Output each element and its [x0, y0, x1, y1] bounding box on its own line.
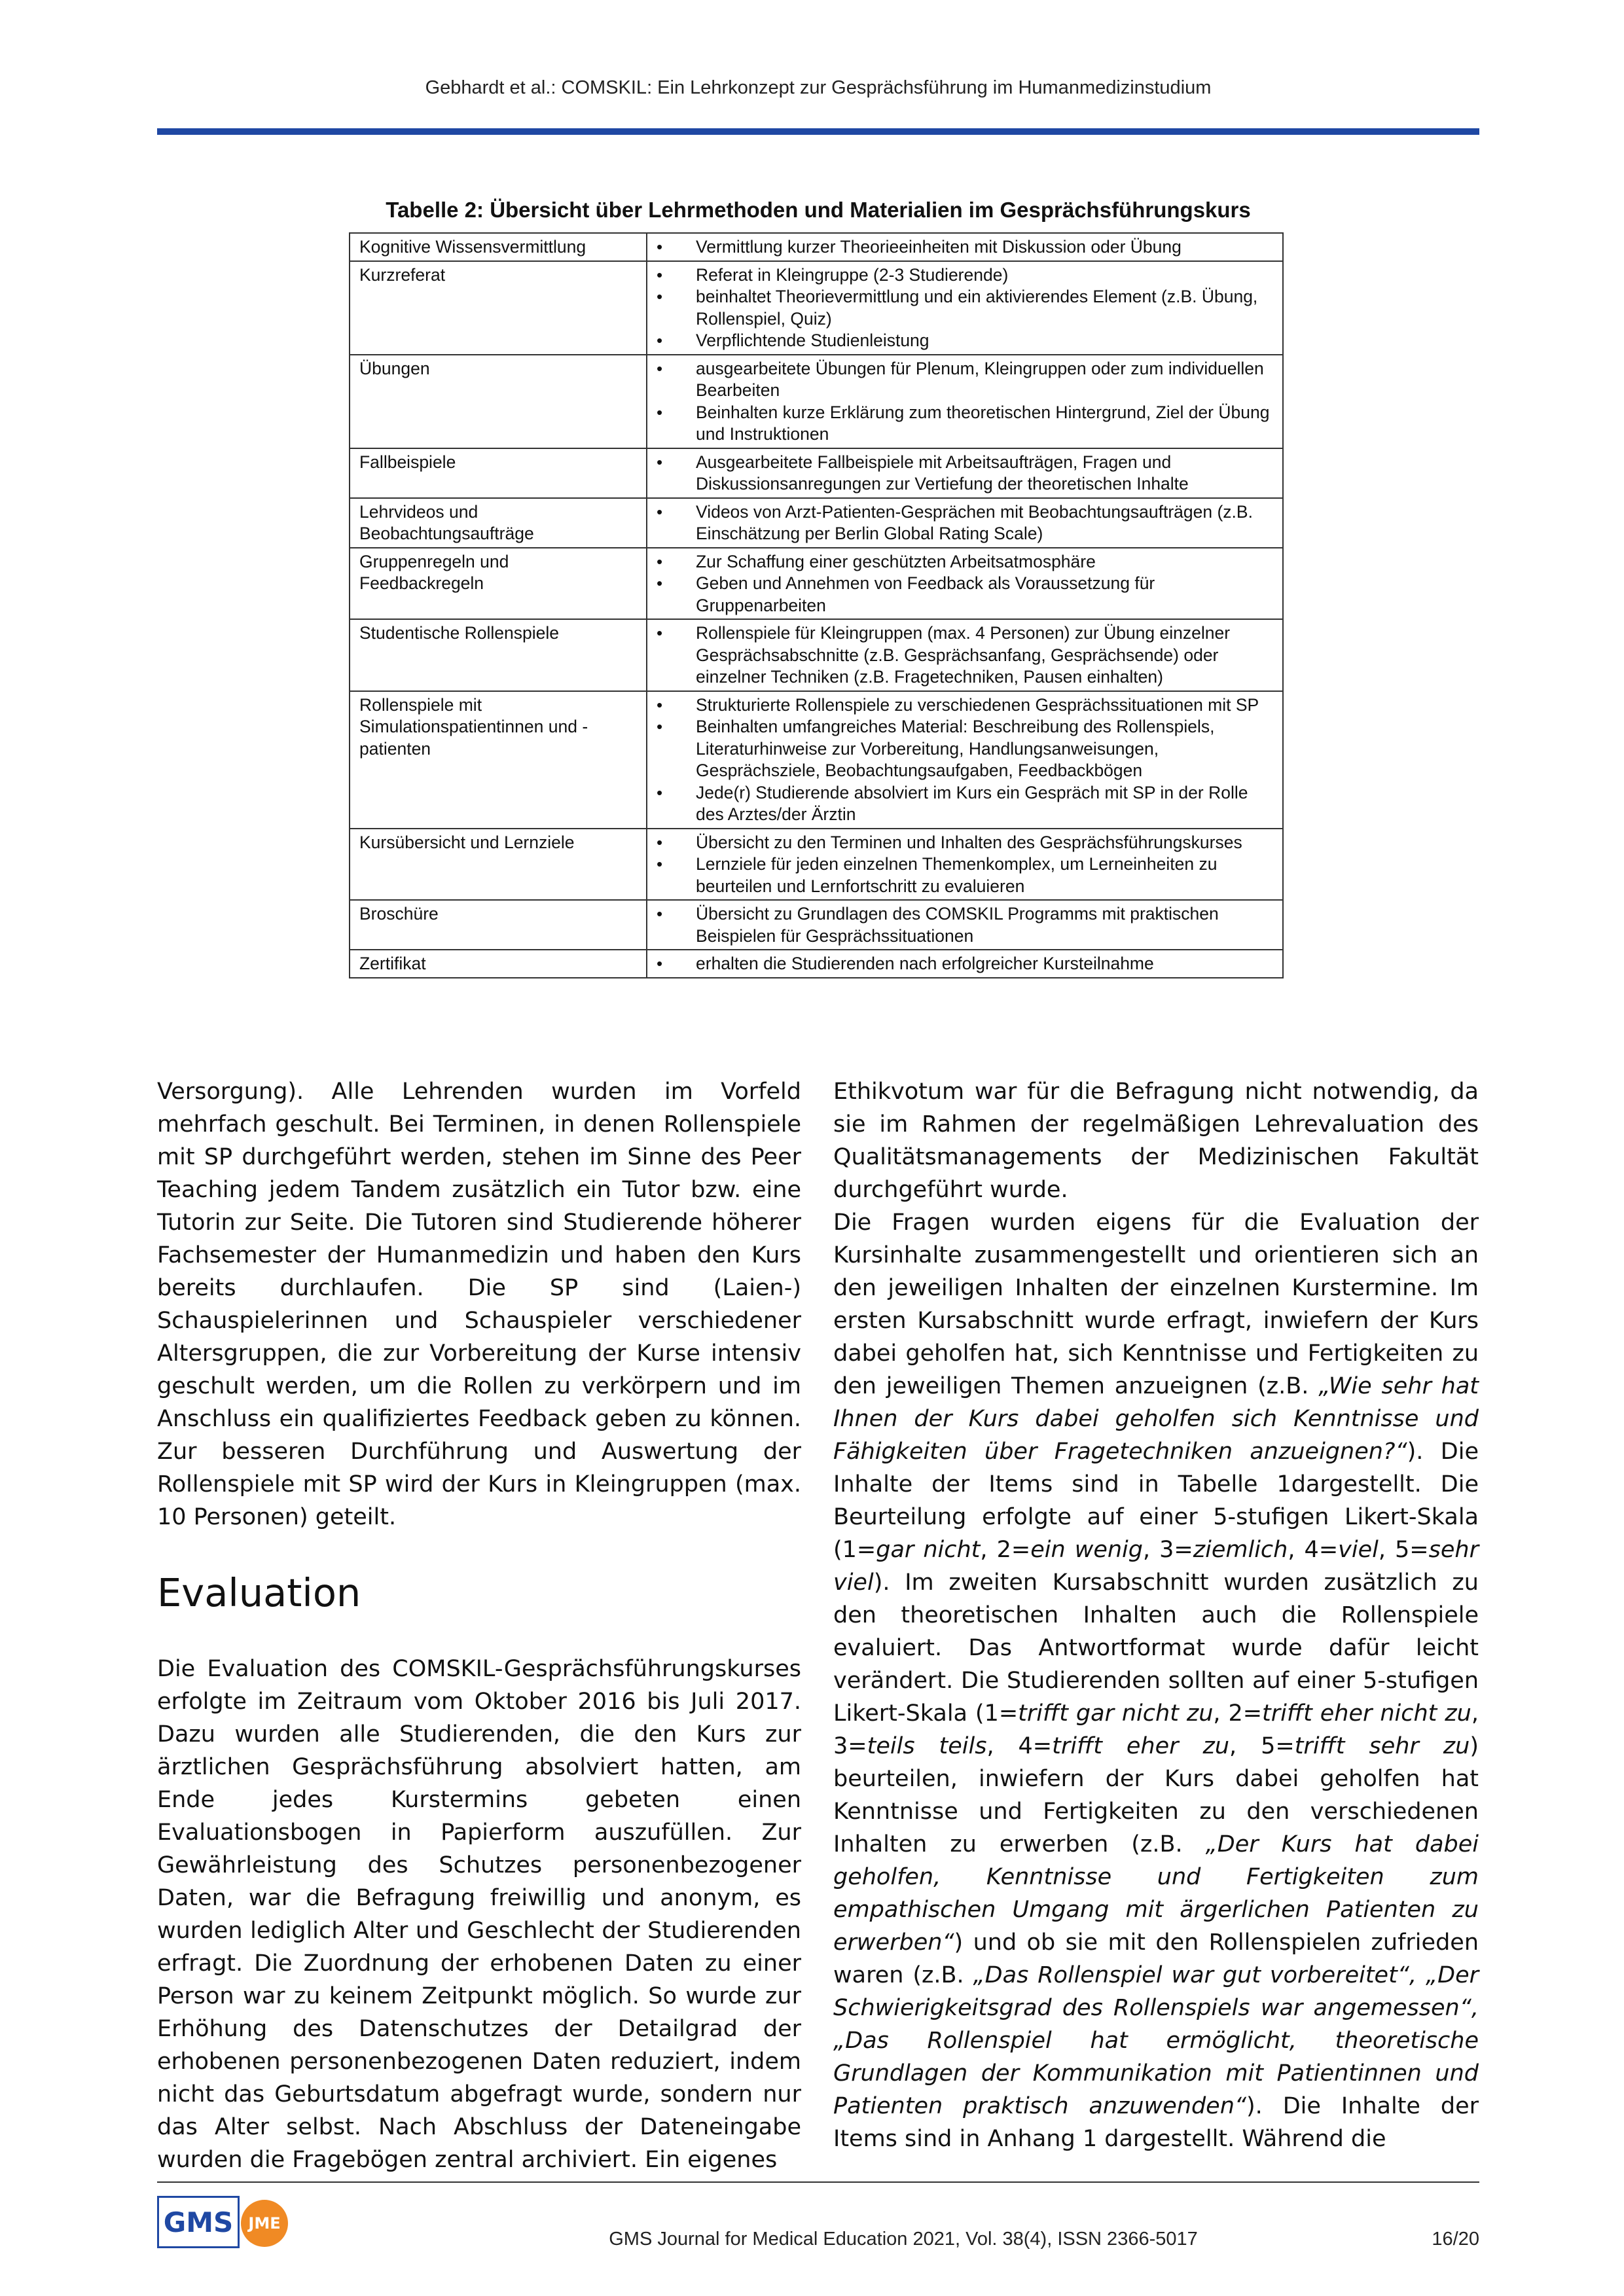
- table-cell-category: Lehrvideos und Beobachtungsaufträge: [350, 498, 647, 548]
- table-cell-description: [647, 448, 1283, 498]
- scale-label: ziemlich: [1193, 1537, 1288, 1563]
- text-run: ) beurteilen, inwiefern der Kurs dabei geholfen hat Kenntnisse und Fertigkeiten zu den verschiedenen Inhalten zu erwerben (z.B.: [833, 1733, 1479, 1857]
- scale-label: sehr viel: [833, 1537, 1479, 1596]
- left-column: [157, 1075, 801, 2176]
- bullet-list: [657, 264, 1273, 352]
- scale-label: gar nicht: [876, 1537, 981, 1563]
- table-row: [350, 233, 1283, 261]
- running-header: Gebhardt et al.: COMSKIL: Ein Lehrkonzept zur Gesprächsführung im Humanmedizinstudium: [425, 77, 1212, 98]
- list-item: • Beinhalten kurze Erklärung zum theoretischen Hintergrund, Ziel der Übung und Instruktionen: [657, 402, 1273, 446]
- text-run: , 4=: [986, 1733, 1053, 1759]
- text-run: , 5=: [1378, 1537, 1429, 1563]
- text-run: , 3=: [833, 1700, 1479, 1759]
- table-cell-description: [647, 261, 1283, 355]
- list-item: • Vermittlung kurzer Theorieeinheiten mit Diskussion oder Übung: [657, 236, 1273, 259]
- scale-label: trifft gar nicht zu: [1018, 1700, 1214, 1727]
- list-item: • Beinhalten umfangreiches Material: Beschreibung des Rollenspiels, Literaturhinweise zur Vorbereitung, Handlungsanweisungen, Gesprächsziele, Beobachtungsaufgaben, Feedbackbögen: [657, 716, 1273, 782]
- table-cell-description: [647, 619, 1283, 691]
- quote-item-example: „Wie sehr hat Ihnen der Kurs dabei geholfen sich Kenntnisse und Fähigkeiten über Fragetechniken anzueignen?“: [833, 1373, 1479, 1465]
- table-cell-category: Kursübersicht und Lernziele: [350, 829, 647, 901]
- right-column: [833, 1075, 1479, 2155]
- footer-journal-citation: GMS Journal for Medical Education 2021, Vol. 38(4), ISSN 2366-5017: [609, 2229, 1198, 2250]
- table-cell-category: Gruppenregeln und Feedbackregeln: [350, 548, 647, 620]
- table-cell-description: [647, 691, 1283, 829]
- header-rule: [157, 128, 1479, 135]
- table-cell-description: [647, 498, 1283, 548]
- list-item: • Zur Schaffung einer geschützten Arbeitsatmosphäre: [657, 551, 1273, 573]
- bullet-list: [657, 832, 1273, 898]
- list-item: • Videos von Arzt-Patienten-Gesprächen mit Beobachtungsaufträgen (z.B. Einschätzung per Berlin Global Rating Scale): [657, 501, 1273, 545]
- list-item: • erhalten die Studierenden nach erfolgreicher Kursteilnahme: [657, 953, 1273, 975]
- bullet-list: [657, 694, 1273, 826]
- table-row: [350, 261, 1283, 355]
- table-cell-category: Broschüre: [350, 900, 647, 950]
- table-row: [350, 829, 1283, 901]
- bullet-list: [657, 236, 1273, 259]
- page-number: 16/20: [1432, 2229, 1479, 2250]
- gms-jme-logo: [157, 2196, 288, 2251]
- right-paragraph-1: Ethikvotum war für die Befragung nicht notwendig, da sie im Rahmen der regelmäßigen Lehrevaluation des Qualitätsmanagements der Medizinischen Fakultät durchgeführt wurde.: [833, 1079, 1479, 1203]
- right-paragraph-2: [833, 1206, 1479, 2155]
- scale-label: trifft sehr zu: [1294, 1733, 1470, 1759]
- table-cell-description: [647, 950, 1283, 978]
- text-run: , 3=: [1142, 1537, 1193, 1563]
- list-item: • Rollenspiele für Kleingruppen (max. 4 Personen) zur Übung einzelner Gesprächsabschnitte (z.B. Gesprächsanfang, Gesprächsende) oder einzelner Techniken (z.B. Fragetechniken, Pausen einhalten): [657, 622, 1273, 689]
- table-cell-description: [647, 233, 1283, 261]
- list-item: • Ausgearbeitete Fallbeispiele mit Arbeitsaufträgen, Fragen und Diskussionsanregungen zur Vertiefung der theoretischen Inhalte: [657, 452, 1273, 495]
- table-cell-description: [647, 829, 1283, 901]
- list-item: • Jede(r) Studierende absolviert im Kurs ein Gespräch mit SP in der Rolle des Arztes/der Ärztin: [657, 782, 1273, 826]
- table-cell-description: [647, 900, 1283, 950]
- table-cell-category: Studentische Rollenspiele: [350, 619, 647, 691]
- list-item: • Strukturierte Rollenspiele zu verschiedenen Gesprächssituationen mit SP: [657, 694, 1273, 717]
- table-cell-description: [647, 548, 1283, 620]
- text-run: ). Im zweiten Kursabschnitt wurden zusätzlich zu den theoretischen Inhalten auch die Rollenspiele evaluiert. Das Antwortformat wurde dafür leicht verändert. Die Studierenden sollten auf einer 5-stufigen Likert-Skala (1=: [833, 1570, 1479, 1727]
- text-run: ). Die Inhalte der Items sind in Tabelle 1dargestellt. Die Beurteilung erfolgte auf einer 5-stufigen Likert-Skala (1=: [833, 1439, 1479, 1563]
- bullet-list: [657, 501, 1273, 545]
- bullet-list: [657, 903, 1273, 947]
- table-cell-category: Fallbeispiele: [350, 448, 647, 498]
- table-cell-category: Übungen: [350, 355, 647, 448]
- table-cell-category: Rollenspiele mit Simulationspatientinnen und -patienten: [350, 691, 647, 829]
- bullet-list: [657, 358, 1273, 446]
- table-cell-category: Kognitive Wissensvermittlung: [350, 233, 647, 261]
- bullet-list: [657, 452, 1273, 495]
- methods-table: [349, 232, 1284, 978]
- table-cell-category: Zertifikat: [350, 950, 647, 978]
- quote-item-example: „Das Rollenspiel war gut vorbereitet“, „Der Schwierigkeitsgrad des Rollenspiels war angemessen“, „Das Rollenspiel hat ermöglicht, theoretische Grundlagen der Kommunikation mit Patientinnen und Patienten praktisch anzuwenden“: [833, 1962, 1479, 2119]
- quote-item-example: „Der Kurs hat dabei geholfen, Kenntnisse und Fertigkeiten zum empathischen Umgang mit ärgerlichen Patienten zu erwerben“: [833, 1831, 1479, 1956]
- table-caption: Tabelle 2: Übersicht über Lehrmethoden und Materialien im Gesprächsführungskurs: [386, 198, 1251, 222]
- list-item: • Übersicht zu den Terminen und Inhalten des Gesprächsführungskurses: [657, 832, 1273, 854]
- text-run: ). Die Inhalte der Items sind in Anhang 1 dargestellt. Während die: [833, 2093, 1479, 2152]
- text-run: , 2=: [980, 1537, 1031, 1563]
- scale-label: trifft eher zu: [1052, 1733, 1230, 1759]
- table-row: [350, 355, 1283, 448]
- bullet-list: [657, 953, 1273, 975]
- logo-gms: GMS: [157, 2196, 240, 2248]
- table-row: [350, 950, 1283, 978]
- left-paragraph-2: Die Evaluation des COMSKIL-Gesprächsführungskurses erfolgte im Zeitraum vom Oktober 2016 bis Juli 2017. Dazu wurden alle Studierenden, die den Kurs zur ärztlichen Gesprächsführung absolviert hatten, am Ende jedes Kurstermins gebeten einen Evaluationsbogen in Papierform auszufüllen. Zur Gewährleistung des Schutzes personenbezogener Daten, war die Befragung freiwillig und anonym, es wurden lediglich Alter und Geschlecht der Studierenden erfragt. Die Zuordnung der erhobenen Daten zu einer Person war zu keinem Zeitpunkt möglich. So wurde zur Erhöhung des Datenschutzes der Detailgrad der erhobenen personenbezogenen Daten reduziert, indem nicht das Geburtsdatum abgefragt wurde, sondern nur das Alter selbst. Nach Abschluss der Dateneingabe wurden die Fragebögen zentral archiviert. Ein eigenes: [157, 1656, 801, 2173]
- list-item: • beinhaltet Theorievermittlung und ein aktivierendes Element (z.B. Übung, Rollenspiel, Quiz): [657, 286, 1273, 330]
- section-heading-evaluation: Evaluation: [157, 1570, 361, 1615]
- text-run: , 2=: [1213, 1700, 1263, 1727]
- list-item: • Verpflichtende Studienleistung: [657, 330, 1273, 352]
- list-item: • Referat in Kleingruppe (2-3 Studierende): [657, 264, 1273, 287]
- scale-label: viel: [1338, 1537, 1379, 1563]
- text-run: ) und ob sie mit den Rollenspielen zufrieden waren (z.B.: [833, 1929, 1479, 1988]
- scale-label: trifft eher nicht zu: [1262, 1700, 1471, 1727]
- text-run: , 4=: [1288, 1537, 1339, 1563]
- list-item: • Geben und Annehmen von Feedback als Voraussetzung für Gruppenarbeiten: [657, 573, 1273, 617]
- text-run: , 5=: [1229, 1733, 1295, 1759]
- bullet-list: [657, 622, 1273, 689]
- table-row: [350, 548, 1283, 620]
- table-row: [350, 900, 1283, 950]
- list-item: • ausgearbeitete Übungen für Plenum, Kleingruppen oder zum individuellen Bearbeiten: [657, 358, 1273, 402]
- table-row: [350, 619, 1283, 691]
- footer-rule: [157, 2181, 1479, 2183]
- table-row: [350, 691, 1283, 829]
- table-row: [350, 498, 1283, 548]
- table-cell-description: [647, 355, 1283, 448]
- left-paragraph-1: Versorgung). Alle Lehrenden wurden im Vorfeld mehrfach geschult. Bei Terminen, in denen Rollenspiele mit SP durchgeführt werden, stehen im Sinne des Peer Teaching jedem Tandem zusätzlich ein Tutor bzw. eine Tutorin zur Seite. Die Tutoren sind Studierende höherer Fachsemester der Humanmedizin und haben den Kurs bereits durchlaufen. Die SP sind (Laien-) Schauspielerinnen und Schauspieler verschiedener Altersgruppen, die zur Vorbereitung der Kurse intensiv geschult werden, um die Rollen zu verkörpern und im Anschluss ein qualifiziertes Feedback geben zu können. Zur besseren Durchführung und Auswertung der Rollenspiele mit SP wird der Kurs in Kleingruppen (max. 10 Personen) geteilt.: [157, 1079, 801, 1530]
- logo-jme: JME: [241, 2200, 288, 2247]
- list-item: • Übersicht zu Grundlagen des COMSKIL Programms mit praktischen Beispielen für Gesprächssituationen: [657, 903, 1273, 947]
- list-item: • Lernziele für jeden einzelnen Themenkomplex, um Lerneinheiten zu beurteilen und Lernfortschritt zu evaluieren: [657, 853, 1273, 897]
- scale-label: ein wenig: [1030, 1537, 1143, 1563]
- scale-label: teils teils: [867, 1733, 987, 1759]
- text-run: Die Fragen wurden eigens für die Evaluation der Kursinhalte zusammengestellt und orientieren sich an den jeweiligen Inhalten der einzelnen Kurstermine. Im ersten Kursabschnitt wurde erfragt, inwiefern der Kurs dabei geholfen hat, sich Kenntnisse und Fertigkeiten zu den jeweiligen Themen anzueignen (z.B.: [833, 1210, 1479, 1399]
- table-cell-category: Kurzreferat: [350, 261, 647, 355]
- table-row: [350, 448, 1283, 498]
- bullet-list: [657, 551, 1273, 617]
